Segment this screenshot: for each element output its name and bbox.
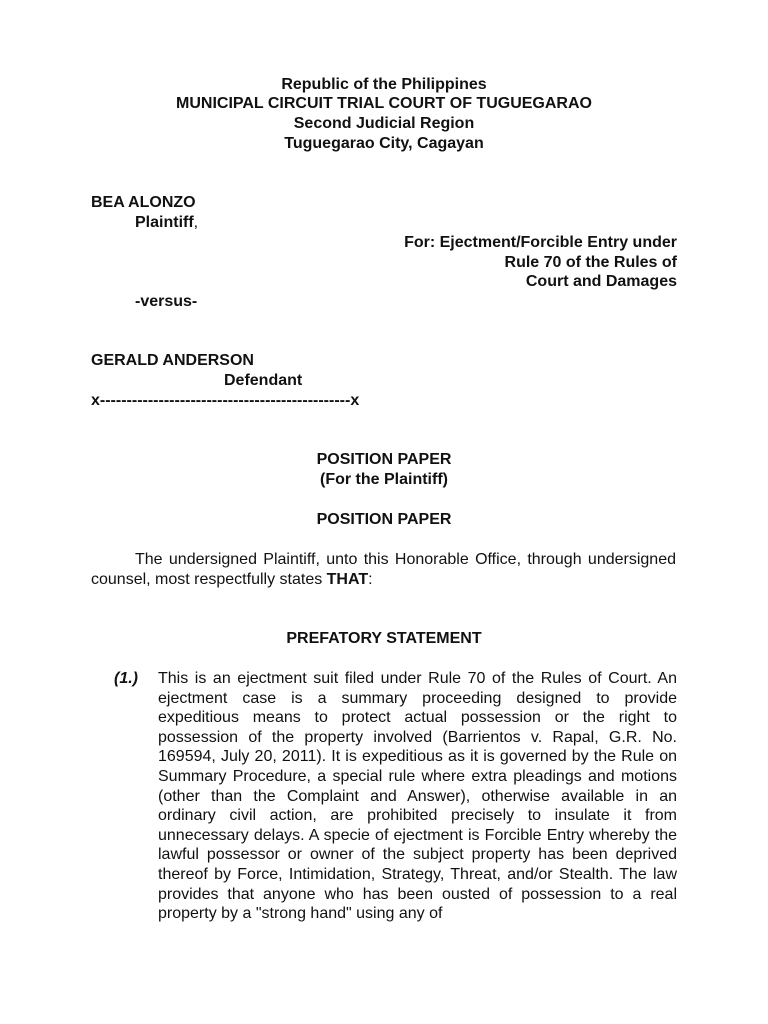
- caption-separator: x-----------------------------------------------x: [91, 392, 360, 409]
- plaintiff-role-label: Plaintiff: [135, 214, 194, 231]
- document-title: POSITION PAPER: [316, 451, 452, 468]
- case-nature-line2: Rule 70 of the Rules of: [504, 254, 677, 271]
- header-city: Tuguegarao City, Cagayan: [284, 135, 484, 152]
- plaintiff-role-comma: ,: [193, 214, 199, 231]
- defendant-role: Defendant: [224, 372, 303, 389]
- paragraph-number: (1.): [114, 670, 138, 687]
- header-court-name: MUNICIPAL CIRCUIT TRIAL COURT OF TUGUEGARAO: [176, 95, 592, 112]
- case-nature-line3: Court and Damages: [525, 273, 677, 290]
- intro-text: The undersigned Plaintiff, unto this Honorable Office, through undersigned counsel, most respectfully states: [91, 551, 676, 588]
- document-title-repeat: POSITION PAPER: [316, 511, 452, 528]
- intro-text-end: :: [368, 571, 373, 588]
- header-republic: Republic of the Philippines: [281, 76, 487, 93]
- section-heading: PREFATORY STATEMENT: [286, 630, 482, 647]
- intro-bold-word: THAT: [326, 571, 369, 588]
- case-nature-line1: For: Ejectment/Forcible Entry under: [404, 234, 677, 251]
- header-region: Second Judicial Region: [293, 115, 475, 132]
- versus-label: -versus-: [135, 293, 198, 310]
- plaintiff-role: [135, 213, 198, 233]
- defendant-name: GERALD ANDERSON: [91, 352, 254, 369]
- intro-paragraph: [91, 550, 676, 590]
- plaintiff-name: BEA ALONZO: [91, 194, 196, 211]
- paragraph-body: This is an ejectment suit filed under Rule 70 of the Rules of Court. An ejectment case is a summary proceeding designed to provide expeditious means to protect actual possession or the right to possession of the property involved (Barrientos v. Rapal, G.R. No. 169594, July 20, 2011). It is expeditious as it is governed by the Rule on Summary Procedure, a special rule where extra pleadings and motions (other than the Complaint and Answer), otherwise available in an ordinary civil action, are prohibited precisely to insulate it from unnecessary delays. A specie of ejectment is Forcible Entry whereby the lawful possessor or owner of the subject property has been deprived thereof by Force, Intimidation, Strategy, Threat, and/or Stealth. The law provides that anyone who has been ousted of possession to a real property by a "strong hand" using any of: [158, 670, 677, 923]
- document-subtitle: (For the Plaintiff): [320, 471, 448, 488]
